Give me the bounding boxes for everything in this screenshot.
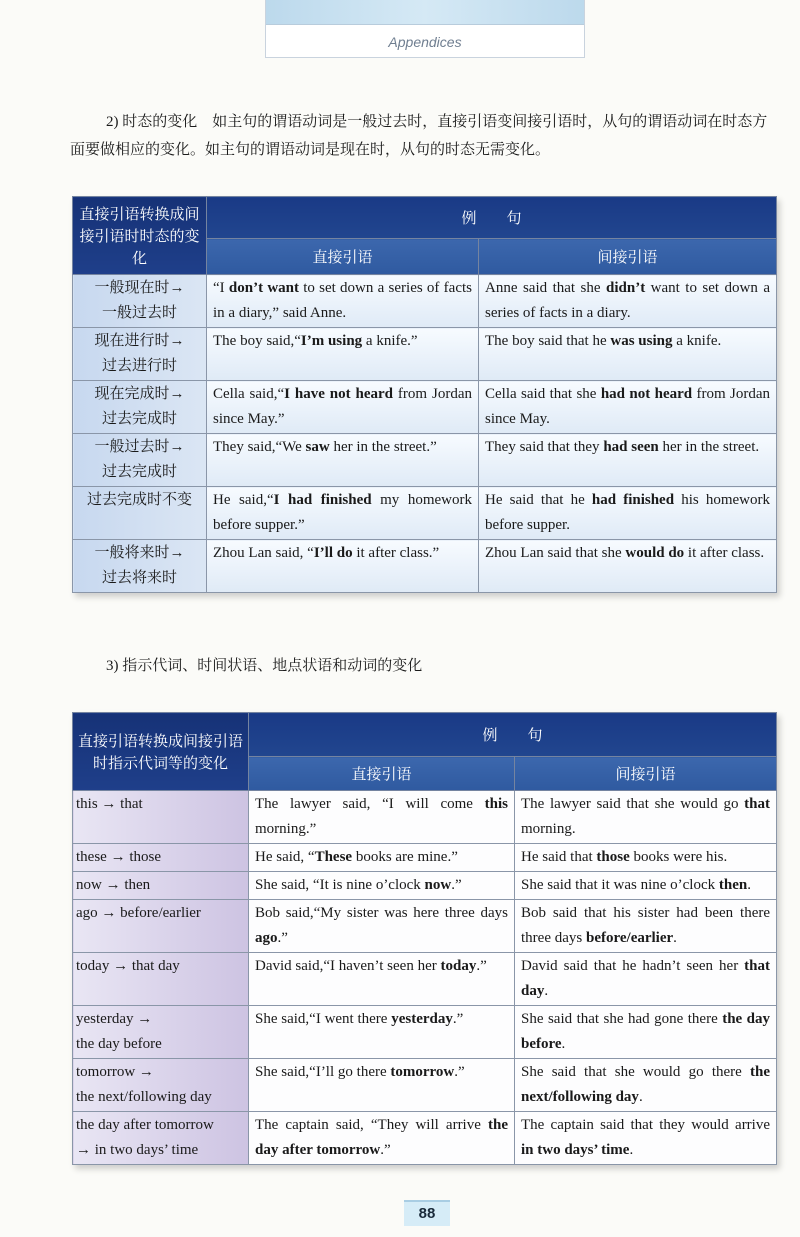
highlight-text: in two days’ time: [521, 1142, 630, 1158]
highlight-text: yesterday: [391, 1011, 453, 1027]
sentence-text: Zhou Lan said, “: [213, 545, 314, 561]
sentence-text: She said,“I’ll go there: [255, 1064, 391, 1080]
indirect-speech-cell: [515, 791, 777, 844]
highlight-text: saw: [305, 439, 330, 455]
direct-speech-cell: [207, 434, 479, 487]
sentence-text: “I: [213, 280, 229, 296]
indirect-speech-cell: [479, 381, 777, 434]
highlight-text: I’m using: [300, 333, 363, 349]
direct-speech-cell: [207, 328, 479, 381]
table-row: [73, 872, 777, 900]
highlight-text: These: [314, 849, 353, 865]
sentence-text: He said that he: [485, 492, 592, 508]
header-label: Appendices: [388, 34, 462, 50]
direct-speech-cell: [249, 872, 515, 900]
change-cell: [73, 791, 249, 844]
sentence-text: from Jordan since May.: [485, 386, 771, 427]
change-cell: [73, 328, 207, 381]
sentence-text: The boy said that he: [485, 333, 611, 349]
sentence-text: She said that it was nine o’clock: [521, 877, 719, 893]
highlight-text: those: [596, 849, 630, 865]
table1-direct-header: 直接引语: [207, 239, 479, 275]
highlight-text: the next/following day: [521, 1064, 771, 1105]
sentence-text: .: [544, 983, 549, 999]
sentence-text: .: [561, 1036, 566, 1052]
change-cell: [73, 1112, 249, 1165]
highlight-text: I’ll do: [313, 545, 353, 561]
change-line: these → those: [76, 849, 161, 865]
sentence-text: .: [747, 877, 751, 893]
highlight-text: before/earlier: [585, 930, 674, 946]
sentence-text: He said,“: [213, 492, 274, 508]
sentence-text: .: [638, 1089, 643, 1105]
highlight-text: I had finished: [273, 492, 372, 508]
sentence-text: from Jordan since May.”: [213, 386, 472, 427]
sentence-text: She said,“I went there: [255, 1011, 392, 1027]
change-line: 过去进行时: [101, 358, 177, 374]
table-row: [73, 1112, 777, 1165]
change-line: 现在完成时→: [94, 386, 185, 402]
sentence-text: a knife.”: [362, 333, 418, 349]
sentence-text: She said that she had gone there: [521, 1011, 723, 1027]
change-line: 过去完成时: [101, 411, 177, 427]
demonstrative-change-table: [72, 712, 777, 1165]
sentence-text: .”: [452, 1011, 464, 1027]
change-cell: [73, 1059, 249, 1112]
highlight-text: now: [424, 877, 452, 893]
change-cell: [73, 275, 207, 328]
table2-indirect-header: 间接引语: [515, 757, 777, 791]
sentence-text: The captain said that they would arrive: [521, 1117, 771, 1133]
sentence-text: his homework before supper.: [485, 492, 771, 533]
table-row: [73, 900, 777, 953]
highlight-text: had not heard: [600, 386, 693, 402]
indirect-speech-cell: [479, 328, 777, 381]
direct-speech-cell: [249, 1112, 515, 1165]
direct-speech-cell: [207, 381, 479, 434]
change-line: 过去完成时: [101, 464, 177, 480]
sentence-text: She said that she would go there: [521, 1064, 751, 1080]
indirect-speech-cell: [479, 434, 777, 487]
table-row: [73, 434, 777, 487]
table-row: [73, 1006, 777, 1059]
sentence-text: He said, “: [255, 849, 315, 865]
sentence-text: her in the street.”: [329, 439, 437, 455]
table-row: [73, 275, 777, 328]
tense-change-paragraph: 2) 时态的变化 如主句的谓语动词是一般过去时，直接引语变间接引语时，从句的谓语动词在时态方面要做相应的变化。如主句的谓语动词是现在时，从句的时态无需变化。: [70, 114, 768, 158]
sentence-text: her in the street.: [658, 439, 760, 455]
table-row: [73, 381, 777, 434]
sentence-text: to set down a series of facts in a diary,” said Anne.: [213, 280, 472, 321]
sentence-text: He said that: [521, 849, 597, 865]
highlight-text: didn’t: [606, 280, 646, 296]
change-cell: [73, 434, 207, 487]
table2-direct-header: 直接引语: [249, 757, 515, 791]
change-line: 过去完成时不变: [86, 492, 192, 508]
highlight-text: that: [744, 796, 771, 812]
sentence-text: The boy said,“: [213, 333, 301, 349]
change-cell: [73, 844, 249, 872]
change-line: 一般过去时: [101, 305, 177, 321]
sentence-text: Anne said that she: [485, 280, 607, 296]
sentence-text: my homework before supper.”: [213, 492, 472, 533]
highlight-text: ago: [255, 930, 278, 946]
table2-label-header: 直接引语转换成间接引语时指示代词等的变化: [73, 713, 249, 791]
sentence-text: She said, “It is nine o’clock: [255, 877, 425, 893]
change-line: now → then: [76, 877, 151, 893]
sentence-text: They said that they: [485, 439, 604, 455]
highlight-text: today: [440, 958, 477, 974]
appendices-header: [265, 0, 585, 58]
sentence-text: Cella said that she: [485, 386, 601, 402]
sentence-text: Bob said,“My sister was here three days: [255, 905, 508, 921]
direct-speech-cell: [249, 953, 515, 1006]
change-line: 一般现在时→: [94, 280, 185, 296]
direct-speech-cell: [207, 487, 479, 540]
change-line: this → that: [76, 796, 143, 812]
change-cell: [73, 872, 249, 900]
highlight-text: the day before: [521, 1011, 771, 1052]
table2-example-header: 例 句: [249, 713, 777, 757]
change-line: → in two days’ time: [76, 1142, 199, 1158]
indirect-speech-cell: [515, 872, 777, 900]
direct-speech-cell: [249, 900, 515, 953]
sentence-text: The lawyer said, “I will come: [255, 796, 485, 812]
change-line: the next/following day: [76, 1089, 212, 1105]
sentence-text: Zhou Lan said that she: [485, 545, 626, 561]
change-cell: [73, 381, 207, 434]
highlight-text: then: [718, 877, 748, 893]
indirect-speech-cell: [479, 275, 777, 328]
table-row: [73, 953, 777, 1006]
table-row: [73, 328, 777, 381]
sentence-text: a knife.: [672, 333, 722, 349]
change-line: the day after tomorrow: [76, 1117, 214, 1133]
sentence-text: .: [629, 1142, 634, 1158]
sentence-text: Cella said,“: [213, 386, 285, 402]
change-line: tomorrow →: [76, 1064, 154, 1080]
change-cell: [73, 953, 249, 1006]
indirect-speech-cell: [515, 1059, 777, 1112]
table-row: [73, 540, 777, 593]
change-cell: [73, 540, 207, 593]
change-cell: [73, 900, 249, 953]
header-decor-band: [266, 0, 584, 25]
highlight-text: that day: [521, 958, 771, 999]
sentence-text: .”: [476, 958, 487, 974]
highlight-text: had seen: [603, 439, 659, 455]
highlight-text: had finished: [591, 492, 675, 508]
sentence-text: it after class.: [684, 545, 765, 561]
sentence-text: books were his.: [629, 849, 728, 865]
highlight-text: don’t want: [228, 280, 299, 296]
direct-speech-cell: [249, 1006, 515, 1059]
table1-label-header: 直接引语转换成间接引语时时态的变化: [73, 197, 207, 275]
sentence-text: morning.”: [255, 821, 317, 837]
sentence-text: .”: [380, 1142, 391, 1158]
highlight-text: would do: [625, 545, 685, 561]
direct-speech-cell: [207, 540, 479, 593]
sentence-text: .”: [277, 930, 288, 946]
change-line: 一般将来时→: [94, 545, 185, 561]
indirect-speech-cell: [479, 540, 777, 593]
change-line: today → that day: [76, 958, 180, 974]
highlight-text: I have not heard: [284, 386, 394, 402]
change-cell: [73, 487, 207, 540]
direct-speech-cell: [249, 1059, 515, 1112]
change-line: the day before: [76, 1036, 162, 1052]
page-number: 88: [404, 1200, 450, 1226]
direct-speech-cell: [249, 791, 515, 844]
indirect-speech-cell: [515, 1006, 777, 1059]
sentence-text: .: [673, 930, 677, 946]
table1-example-header: 例 句: [207, 197, 777, 239]
highlight-text: the day after tomorrow: [255, 1117, 508, 1158]
sentence-text: David said that he hadn’t seen her: [521, 958, 745, 974]
sentence-text: it after class.”: [352, 545, 440, 561]
change-line: 现在进行时→: [94, 333, 185, 349]
indirect-speech-cell: [515, 900, 777, 953]
sentence-text: The lawyer said that she would go: [521, 796, 745, 812]
highlight-text: was using: [610, 333, 673, 349]
indirect-speech-cell: [515, 1112, 777, 1165]
table-row: [73, 1059, 777, 1112]
sentence-text: morning.: [521, 821, 576, 837]
change-cell: [73, 1006, 249, 1059]
indirect-speech-cell: [515, 844, 777, 872]
change-line: yesterday →: [76, 1011, 153, 1027]
tense-change-table: [72, 196, 777, 593]
change-line: 一般过去时→: [94, 439, 185, 455]
table1-indirect-header: 间接引语: [479, 239, 777, 275]
direct-speech-cell: [249, 844, 515, 872]
table-row: [73, 791, 777, 844]
sentence-text: books are mine.”: [352, 849, 458, 865]
highlight-text: this: [484, 796, 508, 812]
indirect-speech-cell: [479, 487, 777, 540]
change-line: 过去将来时: [101, 570, 177, 586]
sentence-text: .”: [451, 877, 462, 893]
indirect-speech-cell: [515, 953, 777, 1006]
sentence-text: The captain said, “They will arrive: [255, 1117, 488, 1133]
sentence-text: Bob said that his sister had been there three days: [521, 905, 771, 946]
table-row: [73, 487, 777, 540]
section3-title: 3) 指示代词、时间状语、地点状语和动词的变化: [106, 658, 423, 674]
change-line: ago → before/earlier: [76, 905, 201, 921]
sentence-text: want to set down a series of facts in a diary.: [485, 280, 771, 321]
highlight-text: tomorrow: [390, 1064, 455, 1080]
direct-speech-cell: [207, 275, 479, 328]
sentence-text: David said,“I haven’t seen her: [255, 958, 441, 974]
table-row: [73, 844, 777, 872]
sentence-text: .”: [454, 1064, 465, 1080]
sentence-text: They said,“We: [213, 439, 306, 455]
